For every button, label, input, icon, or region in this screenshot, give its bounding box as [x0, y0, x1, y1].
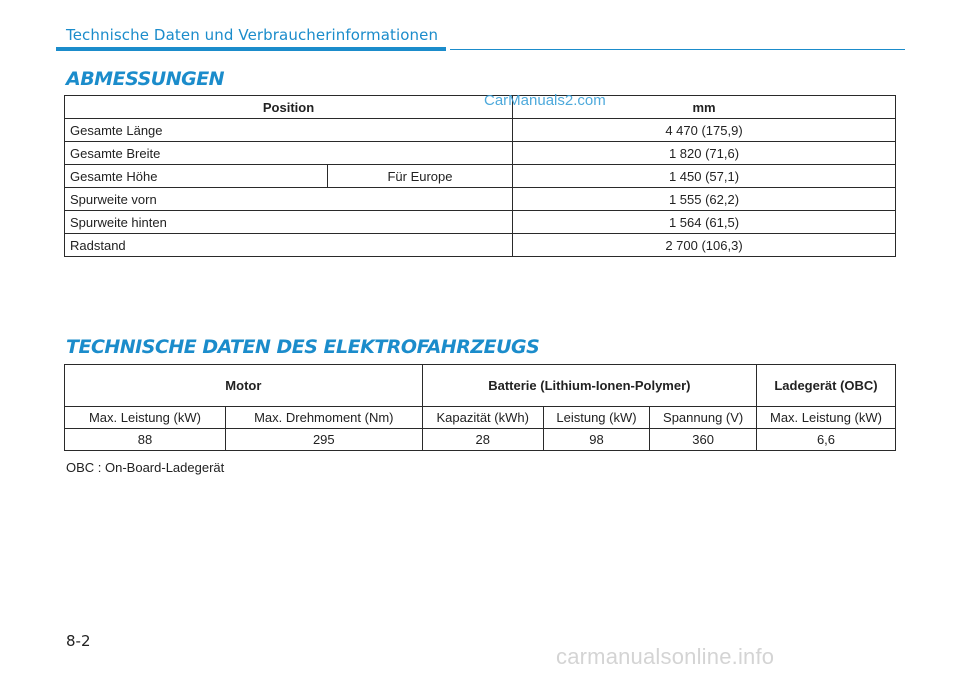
table-header-row: [65, 365, 896, 407]
row-value: 1 450 (57,1): [513, 165, 896, 188]
value-cell: 295: [225, 429, 422, 451]
header-rule-thick: [56, 47, 446, 51]
table-row: [65, 211, 896, 234]
col-position-header: Position: [65, 96, 513, 119]
subheader-cell: Max. Leistung (kW): [757, 407, 896, 429]
row-value: 1 555 (62,2): [513, 188, 896, 211]
row-value: 1 564 (61,5): [513, 211, 896, 234]
subheader-cell: Kapazität (kWh): [422, 407, 543, 429]
page-number: 8-2: [66, 632, 91, 650]
row-value: 1 820 (71,6): [513, 142, 896, 165]
table-row: [65, 142, 896, 165]
value-cell: 6,6: [757, 429, 896, 451]
row-label: Radstand: [65, 234, 513, 257]
value-cell: 28: [422, 429, 543, 451]
table-row: [65, 188, 896, 211]
watermark-bottom: carmanualsonline.info: [556, 644, 775, 669]
row-value: 4 470 (175,9): [513, 119, 896, 142]
chapter-title: Technische Daten und Verbraucherinformationen: [66, 26, 439, 44]
group-charger-header: Ladegerät (OBC): [757, 365, 896, 407]
subheader-cell: Max. Drehmoment (Nm): [225, 407, 422, 429]
technical-table: [64, 364, 896, 451]
table-row: [65, 119, 896, 142]
group-motor-header: Motor: [65, 365, 423, 407]
row-label: Gesamte Breite: [65, 142, 513, 165]
group-battery-header: Batterie (Lithium-Ionen-Polymer): [422, 365, 756, 407]
value-cell: 88: [65, 429, 226, 451]
row-label: Gesamte Länge: [65, 119, 513, 142]
subheader-cell: Leistung (kW): [543, 407, 650, 429]
technical-heading: TECHNISCHE DATEN DES ELEKTROFAHRZEUGS: [66, 336, 540, 358]
header-rule-thin: [450, 49, 905, 50]
col-mm-header: mm: [513, 96, 896, 119]
row-label: Spurweite vorn: [65, 188, 513, 211]
footnote: OBC : On-Board-Ladegerät: [66, 460, 225, 475]
row-label: Gesamte Höhe: [65, 165, 328, 188]
row-sublabel: Für Europe: [328, 165, 513, 188]
table-subheader-row: [65, 407, 896, 429]
value-cell: 98: [543, 429, 650, 451]
subheader-cell: Spannung (V): [650, 407, 757, 429]
row-value: 2 700 (106,3): [513, 234, 896, 257]
table-row: [65, 165, 896, 188]
subheader-cell: Max. Leistung (kW): [65, 407, 226, 429]
row-label: Spurweite hinten: [65, 211, 513, 234]
table-row: [65, 429, 896, 451]
table-header-row: [65, 96, 896, 119]
watermark-top: CarManuals2.com: [484, 92, 606, 109]
value-cell: 360: [650, 429, 757, 451]
table-row: [65, 234, 896, 257]
dimensions-heading: ABMESSUNGEN: [66, 68, 225, 90]
dimensions-table: [64, 95, 896, 257]
